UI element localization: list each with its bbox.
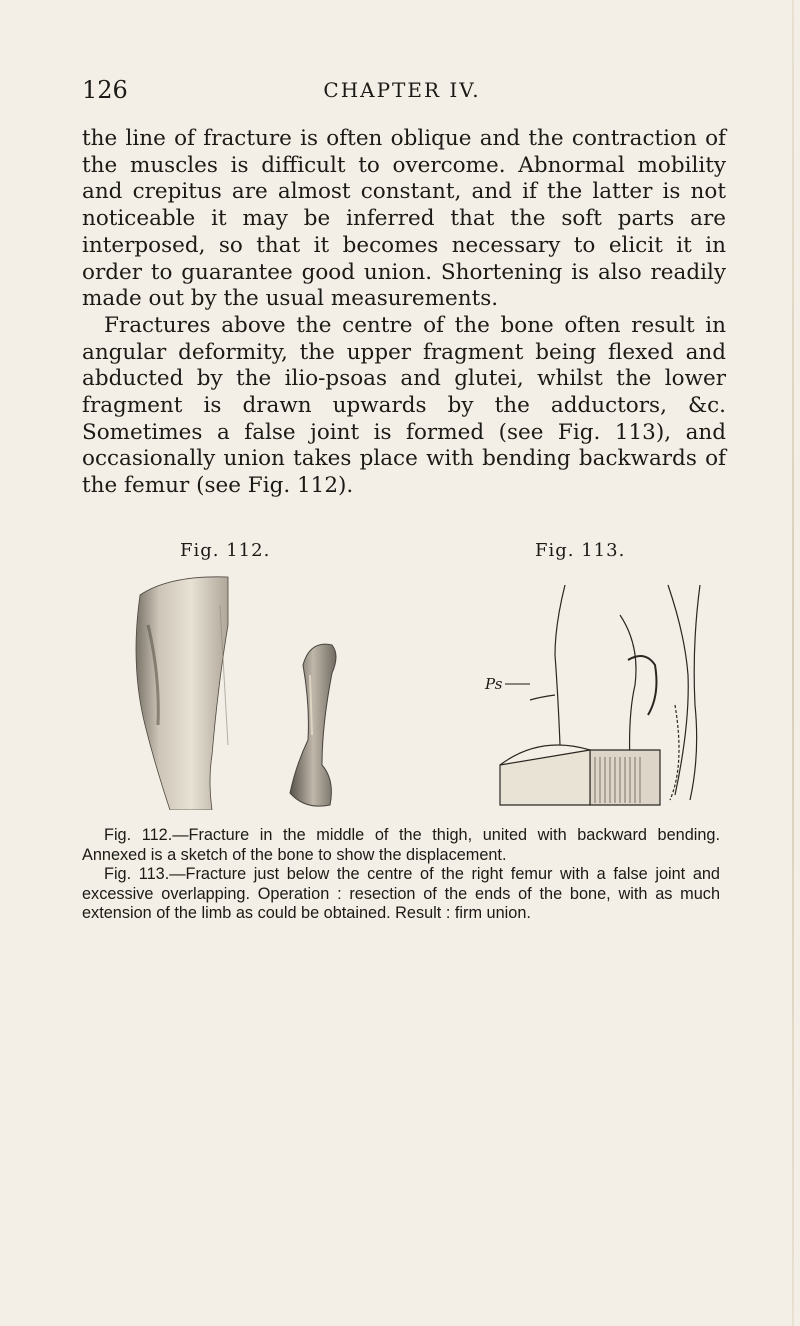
paragraph-1: the line of fracture is often oblique and the contraction of the muscles is difficult to overcome. Abnormal mobility and crepitus are almost constant, and if the latter is not noticeable it may be inferred that the soft parts are interposed, so that it becomes necessary to elicit it in order to guarantee good union. Shortening is also readily made out by the usual measurements. xyxy=(82,126,726,312)
chapter-title: CHAPTER IV. xyxy=(323,78,481,102)
paragraph-2: Fractures above the centre of the bone often result in angular deformity, the upper fragment being flexed and abducted by the ilio-psoas and glutei, whilst the lower fragment is drawn upwards by the adductors, &c. Sometimes a false joint is formed (see Fig. 113), and occasionally union takes place with bending backwards of the femur (see Fig. 112). xyxy=(82,312,726,499)
caption-fig-113: Fig. 113.—Fracture just below the centre of the right femur with a false joint and excessive overlapping. Operation : resection of the ends of the bone, with as much extension of the limb as could be obtained. Result : firm union. xyxy=(82,865,720,923)
figure-112-label: Fig. 112. xyxy=(180,540,271,561)
running-header xyxy=(82,76,722,108)
caption-fig-112: Fig. 112.—Fracture in the middle of the thigh, united with backward bending. Annexed is a sketch of the bone to show the displacement. xyxy=(82,826,720,864)
page-number: 126 xyxy=(82,76,128,104)
page-edge xyxy=(792,0,794,1326)
body-text xyxy=(82,126,726,500)
figure-illustrations xyxy=(100,565,720,810)
femur-sketch xyxy=(290,644,336,806)
figure-113-label: Fig. 113. xyxy=(535,540,626,561)
thigh-photograph xyxy=(136,577,228,810)
leg-false-joint-sketch xyxy=(500,585,700,805)
figure-captions xyxy=(82,826,720,924)
psoas-label: Ps xyxy=(485,675,503,693)
figure-area xyxy=(100,565,720,810)
